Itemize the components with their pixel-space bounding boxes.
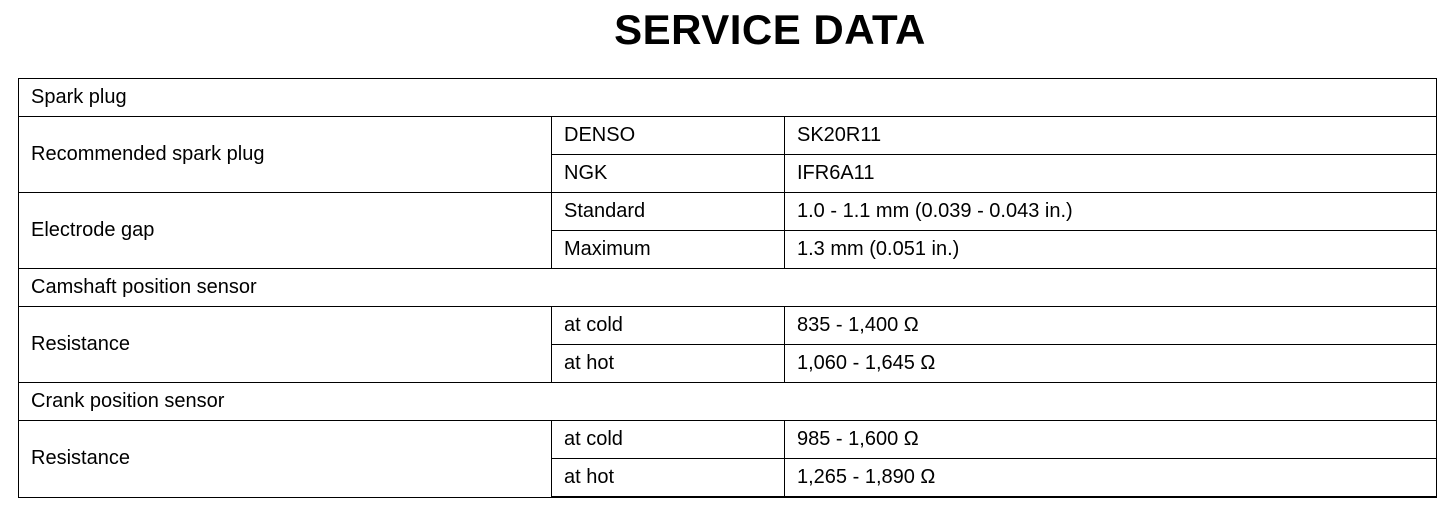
condition-cell: Standard bbox=[552, 193, 785, 231]
value-cell: IFR6A11 bbox=[785, 155, 1437, 193]
section-heading: Camshaft position sensor bbox=[19, 269, 1437, 307]
item-label: Resistance bbox=[19, 307, 552, 383]
value-cell: 1,265 - 1,890 Ω bbox=[785, 459, 1437, 498]
item-label: Electrode gap bbox=[19, 193, 552, 269]
table-row bbox=[19, 307, 1437, 345]
value-cell: SK20R11 bbox=[785, 117, 1437, 155]
value-cell: 835 - 1,400 Ω bbox=[785, 307, 1437, 345]
value-cell: 985 - 1,600 Ω bbox=[785, 421, 1437, 459]
item-label: Recommended spark plug bbox=[19, 117, 552, 193]
table-row bbox=[19, 117, 1437, 155]
condition-cell: at hot bbox=[552, 459, 785, 498]
value-cell: 1.3 mm (0.051 in.) bbox=[785, 231, 1437, 269]
condition-cell: at cold bbox=[552, 307, 785, 345]
section-row-spark-plug bbox=[19, 79, 1437, 117]
section-row-camshaft-position-sensor bbox=[19, 269, 1437, 307]
item-label: Resistance bbox=[19, 421, 552, 498]
section-heading: Spark plug bbox=[19, 79, 1437, 117]
table-row bbox=[19, 193, 1437, 231]
condition-cell: Maximum bbox=[552, 231, 785, 269]
value-cell: 1,060 - 1,645 Ω bbox=[785, 345, 1437, 383]
service-data-table bbox=[18, 78, 1437, 498]
condition-cell: NGK bbox=[552, 155, 785, 193]
page-title: SERVICE DATA bbox=[614, 6, 926, 53]
section-heading: Crank position sensor bbox=[19, 383, 1437, 421]
table-row bbox=[19, 421, 1437, 459]
condition-cell: at hot bbox=[552, 345, 785, 383]
condition-cell: DENSO bbox=[552, 117, 785, 155]
value-cell: 1.0 - 1.1 mm (0.039 - 0.043 in.) bbox=[785, 193, 1437, 231]
condition-cell: at cold bbox=[552, 421, 785, 459]
section-row-crank-position-sensor bbox=[19, 383, 1437, 421]
